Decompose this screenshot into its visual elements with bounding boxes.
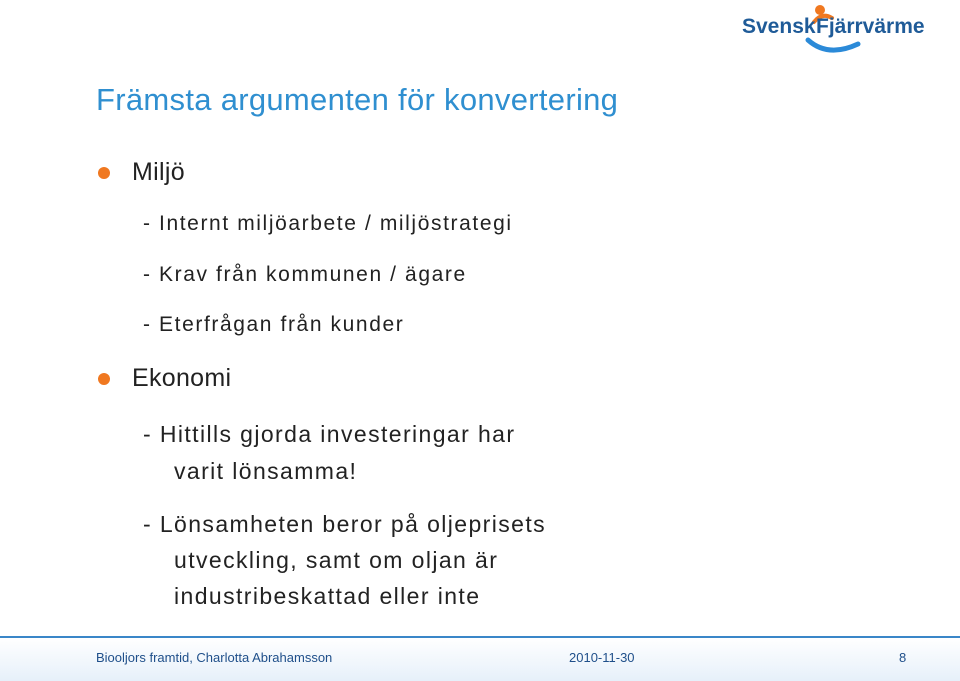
bullet-dot-icon	[98, 373, 110, 385]
logo-swoosh-icon	[808, 40, 858, 50]
bullet-label: Miljö	[132, 158, 185, 186]
footer-date: 2010-11-30	[569, 650, 635, 665]
bullet-item-miljo	[98, 158, 185, 187]
bullet-item-ekonomi	[98, 364, 231, 393]
svensk-fjarrvarme-logo	[738, 0, 938, 60]
sub-item-lonsamheten-line-2: utveckling, samt om oljan är	[174, 547, 499, 573]
slide-title: Främsta argumenten för konvertering	[96, 82, 619, 117]
logo-flame-dot-icon	[815, 5, 825, 15]
logo-text-fjarrvarme: Fjärrvärme	[816, 15, 925, 38]
logo-graphic	[738, 0, 938, 60]
bullet-label: Ekonomi	[132, 364, 232, 392]
bullet-dot-icon	[98, 167, 110, 179]
sub-item-lonsamheten-line-3: industribeskattad eller inte	[174, 583, 481, 609]
footer-divider	[0, 636, 960, 638]
footer-page-number: 8	[899, 650, 907, 665]
sub-item-lonsamheten-line-1: - Lönsamheten beror på oljeprisets	[143, 511, 547, 537]
sub-item-hittills-line-2: varit lönsamma!	[174, 458, 358, 484]
logo-text-svensk: Svensk	[742, 15, 816, 38]
sub-item-eterfragan: - Eterfrågan från kunder	[143, 313, 405, 336]
sub-item-krav-fran-kommunen: - Krav från kommunen / ägare	[143, 263, 467, 286]
sub-item-internt-miljoarbete: - Internt miljöarbete / miljöstrategi	[143, 212, 513, 235]
sub-item-hittills-line-1: - Hittills gjorda investeringar har	[143, 421, 516, 447]
footer-presentation-title: Biooljors framtid, Charlotta Abrahamsson	[96, 650, 333, 665]
